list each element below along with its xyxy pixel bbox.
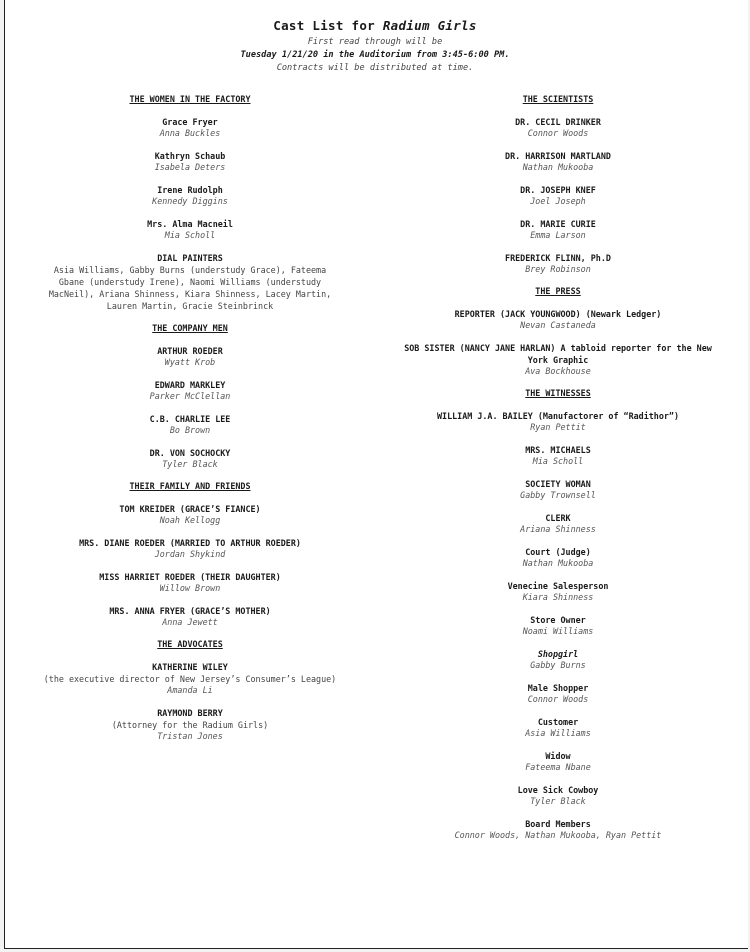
role-name: MRS. MICHAELS <box>525 445 591 455</box>
role-name: Irene Rudolph <box>157 185 223 195</box>
contracts-note: Contracts will be distributed at time. <box>276 63 474 73</box>
cast-entry <box>398 512 718 535</box>
cast-entry <box>40 707 340 742</box>
role-name: DIAL PAINTERS <box>157 253 223 263</box>
actor-name: Tristan Jones <box>157 731 223 741</box>
cast-entry <box>398 478 718 501</box>
role-name: MRS. DIANE ROEDER (MARRIED TO ARTHUR ROEDER) <box>79 538 301 548</box>
actor-name: Connor Woods, Nathan Mukooba, Ryan Pettit <box>454 830 662 840</box>
actor-name: Gabby Trownsell <box>520 490 596 500</box>
role-name: Kathryn Schaub <box>154 151 226 161</box>
role-name: DR. MARIE CURIE <box>520 219 596 229</box>
title-prefix: Cast List for <box>273 18 383 33</box>
actor-name: Isabela Deters <box>154 162 226 172</box>
actor-name: Emma Larson <box>530 230 586 240</box>
cast-entry <box>398 410 718 433</box>
cast-entry <box>398 784 718 807</box>
actor-name: Noah Kellogg <box>159 515 221 525</box>
role-name: MRS. ANNA FRYER (GRACE’S MOTHER) <box>109 606 271 616</box>
cast-entry <box>398 682 718 705</box>
section-heading-witnesses: THE WITNESSES <box>525 388 591 398</box>
actor-name: Tyler Black <box>530 796 586 806</box>
role-name: Mrs. Alma Macneil <box>147 219 233 229</box>
actor-name: Ryan Pettit <box>530 422 586 432</box>
cast-entry <box>398 580 718 603</box>
cast-entry <box>398 150 718 173</box>
cast-entry <box>398 218 718 241</box>
actor-name: Fateema Nbane <box>525 762 591 772</box>
role-name: Love Sick Cowboy <box>517 785 599 795</box>
actor-name: Anna Buckles <box>159 128 221 138</box>
cast-entry <box>398 716 718 739</box>
cast-entry <box>398 648 718 671</box>
actor-name: Nevan Castaneda <box>520 320 596 330</box>
role-name: KATHERINE WILEY <box>152 662 228 672</box>
actor-name: Gabby Burns <box>530 660 586 670</box>
cast-entry <box>40 379 340 402</box>
section-heading-scientists: THE SCIENTISTS <box>522 94 594 104</box>
role-name: SOCIETY WOMAN <box>525 479 591 489</box>
actor-name: Tyler Black <box>162 459 218 469</box>
cast-entry <box>40 184 340 207</box>
actor-name: Connor Woods <box>527 128 589 138</box>
role-name: ARTHUR ROEDER <box>157 346 223 356</box>
ensemble-cast: Asia Williams, Gabby Burns (understudy Grace), Fateema Gbane (understudy Irene), Naomi Williams (understudy MacNeil), Ariana Shinness, Kiara Shinness, Lacey Martin, Lauren Martin, Gracie Steinbrinck <box>48 265 332 311</box>
cast-entry <box>398 252 718 275</box>
actor-name: Wyatt Krob <box>164 357 216 367</box>
document-header <box>0 18 750 73</box>
role-name: SOB SISTER (NANCY JANE HARLAN) A tabloid reporter for the New York Graphic <box>404 343 712 365</box>
role-name: Venecine Salesperson <box>507 581 609 591</box>
role-name: MISS HARRIET ROEDER (THEIR DAUGHTER) <box>99 572 281 582</box>
role-name: DR. HARRISON MARTLAND <box>505 151 611 161</box>
read-through-date: Tuesday 1/21/20 in the Auditorium from 3:45-6:00 PM. <box>240 50 510 60</box>
left-column <box>40 94 340 753</box>
cast-entry <box>40 413 340 436</box>
actor-name: Asia Williams <box>525 728 591 738</box>
role-description: (the executive director of New Jersey’s Consumer’s League) <box>43 674 337 684</box>
role-name: WILLIAM J.A. BAILEY (Manufactorer of “Radithor”) <box>436 411 680 421</box>
actor-name: Mia Scholl <box>164 230 216 240</box>
role-name: REPORTER (JACK YOUNGWOOD) (Newark Ledger) <box>454 309 662 319</box>
cast-entry <box>398 184 718 207</box>
cast-entry <box>40 345 340 368</box>
read-through-note: First read through will be <box>307 37 443 47</box>
page-title <box>0 18 750 33</box>
role-name: Customer <box>537 717 579 727</box>
role-name: DR. VON SOCHOCKY <box>149 448 231 458</box>
role-name: Board Members <box>525 819 591 829</box>
role-name: DR. JOSEPH KNEF <box>520 185 596 195</box>
cast-entry <box>40 150 340 173</box>
section-heading-press: THE PRESS <box>535 286 581 296</box>
actor-name: Mia Scholl <box>532 456 584 466</box>
role-name: Store Owner <box>530 615 586 625</box>
actor-name: Parker McClellan <box>149 391 231 401</box>
section-heading-company: THE COMPANY MEN <box>152 323 228 333</box>
role-name: Male Shopper <box>527 683 589 693</box>
role-name: TOM KREIDER (GRACE’S FIANCE) <box>119 504 261 514</box>
role-name: FREDERICK FLINN, Ph.D <box>505 253 611 263</box>
role-name: Shopgirl <box>537 649 579 659</box>
actor-name: Bo Brown <box>169 425 211 435</box>
section-heading-women: THE WOMEN IN THE FACTORY <box>129 94 251 104</box>
role-name: RAYMOND BERRY <box>157 708 223 718</box>
cast-entry <box>398 546 718 569</box>
actor-name: Ava Bockhouse <box>525 366 591 376</box>
section-heading-family: THEIR FAMILY AND FRIENDS <box>129 481 251 491</box>
cast-entry <box>40 605 340 628</box>
cast-entry <box>40 661 340 696</box>
role-name: Court (Judge) <box>525 547 591 557</box>
actor-name: Nathan Mukooba <box>522 162 594 172</box>
cast-entry <box>40 537 340 560</box>
role-name: EDWARD MARKLEY <box>154 380 226 390</box>
actor-name: Willow Brown <box>159 583 221 593</box>
cast-entry <box>398 750 718 773</box>
actor-name: Anna Jewett <box>162 617 218 627</box>
actor-name: Connor Woods <box>527 694 589 704</box>
cast-entry <box>398 444 718 467</box>
actor-name: Joel Joseph <box>530 196 586 206</box>
actor-name: Ariana Shinness <box>520 524 596 534</box>
actor-name: Brey Robinson <box>525 264 591 274</box>
cast-entry-dial-painters <box>40 252 340 312</box>
cast-entry <box>398 818 718 841</box>
cast-entry <box>40 571 340 594</box>
cast-entry <box>398 308 718 331</box>
role-name: DR. CECIL DRINKER <box>515 117 601 127</box>
show-title: Radium Girls <box>382 18 477 33</box>
role-description: (Attorney for the Radium Girls) <box>111 720 269 730</box>
actor-name: Amanda Li <box>167 685 213 695</box>
actor-name: Nathan Mukooba <box>522 558 594 568</box>
section-heading-advocates: THE ADVOCATES <box>157 639 223 649</box>
actor-name: Kiara Shinness <box>522 592 594 602</box>
role-name: CLERK <box>545 513 571 523</box>
actor-name: Noami Williams <box>522 626 594 636</box>
cast-entry <box>40 503 340 526</box>
actor-name: Jordan Shykind <box>154 549 226 559</box>
cast-entry <box>40 447 340 470</box>
cast-entry <box>40 218 340 241</box>
right-column <box>398 94 718 852</box>
cast-entry <box>398 116 718 139</box>
role-name: C.B. CHARLIE LEE <box>149 414 231 424</box>
cast-entry <box>398 342 718 377</box>
cast-entry <box>398 614 718 637</box>
role-name: Grace Fryer <box>162 117 218 127</box>
actor-name: Kennedy Diggins <box>152 196 228 206</box>
cast-entry <box>40 116 340 139</box>
role-name: Widow <box>545 751 571 761</box>
